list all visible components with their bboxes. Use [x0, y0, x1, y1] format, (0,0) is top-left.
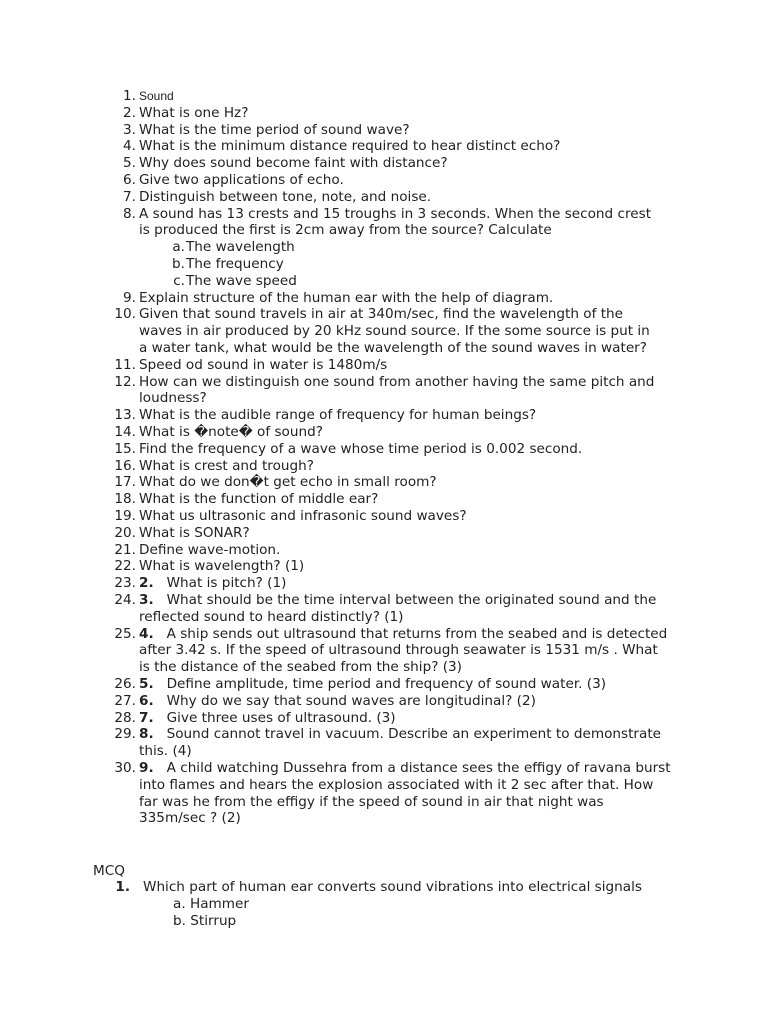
question-number: 25.	[114, 625, 136, 642]
question-text	[139, 642, 658, 659]
question-text	[139, 290, 553, 307]
question-text	[139, 626, 667, 643]
question-text-content: Speed od sound in water is 1480m/s	[139, 356, 388, 373]
question-number: 14.	[114, 424, 136, 440]
question-number: 1.	[123, 88, 136, 104]
question-text-content: What do we don�t get echo in small room?	[139, 474, 437, 491]
question-text-content: A sound has 13 crests and 15 troughs in 3 seconds. When the second crest	[139, 205, 652, 222]
question-number: 19.	[114, 508, 136, 524]
question-text-content: What us ultrasonic and infrasonic sound waves?	[139, 508, 467, 524]
inner-number: 4.	[139, 625, 154, 642]
question-text	[139, 172, 344, 189]
question-text	[139, 206, 651, 223]
question-text-content: a water tank, what would be the wavelength of the sound waves in water?	[139, 340, 647, 356]
question-text-content: What is the time period of sound wave?	[139, 121, 410, 138]
question-text-content: What should be the time interval between the originated sound and the	[166, 592, 657, 608]
question-text	[139, 189, 431, 206]
question-number: 18.	[114, 491, 136, 508]
question-text-content: A ship sends out ultrasound that returns from the seabed and is detected	[166, 625, 668, 642]
inner-number: 2.	[139, 575, 154, 592]
question-text-content: Why do we say that sound waves are longitudinal? (2)	[166, 692, 536, 709]
question-text-content: this. (4)	[139, 743, 192, 760]
question-text	[139, 155, 448, 172]
question-text	[139, 323, 650, 340]
question-text	[139, 508, 467, 525]
question-text-content: is produced the first is 2cm away from the source? Calculate	[139, 222, 552, 239]
inner-number: 5.	[139, 676, 154, 692]
sub-question-text: The wave speed	[186, 272, 297, 289]
question-text	[139, 374, 654, 391]
question-number: 16.	[114, 457, 136, 474]
inner-number: 9.	[139, 760, 154, 776]
question-text	[139, 407, 536, 424]
question-text	[139, 138, 560, 155]
question-text	[139, 659, 462, 676]
question-text	[139, 609, 403, 626]
mcq-option-a: a. Hammer	[173, 896, 249, 912]
question-text-content: What is one Hz?	[139, 104, 249, 121]
inner-number: 8.	[139, 726, 154, 743]
question-text	[139, 542, 280, 559]
question-text-content: What is the audible range of frequency for human beings?	[139, 407, 537, 424]
question-text-content: is the distance of the seabed from the ship? (3)	[139, 659, 462, 676]
question-text-content: Distinguish between tone, note, and noise.	[139, 188, 432, 205]
question-number: 22.	[114, 558, 136, 575]
question-text-content: after 3.42 s. If the speed of ultrasound through seawater is 1531 m/s . What	[139, 642, 658, 659]
question-text	[139, 592, 656, 609]
question-text-content: Give two applications of echo.	[139, 172, 344, 188]
sub-question-text: The frequency	[186, 256, 284, 272]
question-text	[139, 222, 552, 239]
question-text-content: What is wavelength? (1)	[139, 558, 305, 575]
question-text	[139, 474, 437, 491]
question-number: 3.	[123, 121, 136, 138]
question-text-content: Define wave-motion.	[139, 541, 281, 558]
question-number: 26.	[114, 676, 136, 692]
question-number: 30.	[114, 760, 136, 776]
question-text	[139, 575, 286, 592]
question-number: 24.	[114, 592, 136, 608]
question-text	[139, 525, 250, 542]
question-text-content: reflected sound to heard distinctly? (1)	[139, 608, 404, 625]
question-text	[139, 710, 396, 727]
mcq-heading: MCQ	[93, 863, 125, 879]
question-number: 27.	[114, 692, 136, 709]
question-text-content: waves in air produced by 20 kHz sound source. If the some source is put in	[139, 323, 650, 340]
mcq-option-b: b. Stirrup	[173, 913, 237, 929]
question-text	[139, 458, 314, 475]
question-number: 23.	[114, 575, 136, 592]
question-text	[139, 122, 410, 139]
inner-number: 7.	[139, 709, 154, 726]
question-number: 29.	[114, 726, 136, 743]
question-text-content: How can we distinguish one sound from another having the same pitch and	[139, 373, 655, 390]
question-text	[139, 424, 323, 441]
question-text-content: What is the function of middle ear?	[139, 491, 379, 508]
question-text-content: Give three uses of ultrasound. (3)	[166, 709, 396, 726]
question-number: 2.	[123, 104, 136, 121]
question-number: 28.	[114, 709, 136, 726]
sub-question-label: a.	[172, 239, 185, 256]
question-text-content: What is the minimum distance required to hear distinct echo?	[139, 138, 561, 155]
question-text-content: loudness?	[139, 390, 207, 407]
question-text	[139, 340, 647, 357]
sub-question-label: b.	[172, 256, 185, 272]
question-text	[139, 357, 387, 374]
question-text	[139, 558, 304, 575]
mcq-question-number: 1.	[115, 879, 130, 895]
question-text-content: 335m/sec ? (2)	[139, 810, 241, 827]
question-text	[139, 105, 248, 122]
question-text-content: What is crest and trough?	[139, 457, 314, 474]
question-text-content: Define amplitude, time period and frequency of sound water. (3)	[166, 676, 607, 692]
question-text	[139, 794, 604, 811]
question-text	[139, 306, 623, 323]
question-text	[139, 491, 378, 508]
sub-question-label: c.	[173, 272, 185, 289]
question-number: 5.	[123, 155, 136, 172]
question-text	[139, 726, 661, 743]
question-text-content: Sound	[139, 89, 174, 103]
question-text-content: Sound cannot travel in vacuum. Describe an experiment to demonstrate	[166, 726, 662, 743]
question-text-content: Find the frequency of a wave whose time period is 0.002 second.	[139, 440, 583, 457]
question-text-content: far was he from the effigy if the speed of sound in air that night was	[139, 793, 604, 810]
inner-number: 6.	[139, 692, 154, 709]
question-number: 6.	[123, 172, 136, 188]
question-number: 7.	[123, 188, 136, 205]
question-text-content: into flames and hears the explosion associated with it 2 sec after that. How	[139, 776, 654, 793]
question-number: 15.	[114, 440, 136, 457]
mcq-question-text: Which part of human ear converts sound vibrations into electrical signals	[143, 879, 642, 895]
question-text	[139, 760, 671, 777]
question-text-content: Explain structure of the human ear with the help of diagram.	[139, 289, 554, 306]
question-number: 13.	[114, 407, 136, 424]
question-text	[139, 743, 192, 760]
question-number: 10.	[114, 306, 136, 323]
question-text-content: What is �note� of sound?	[139, 424, 323, 440]
question-text	[139, 88, 174, 105]
question-text	[139, 777, 653, 794]
sub-question-text: The wavelength	[186, 239, 295, 256]
question-number: 9.	[123, 289, 136, 306]
question-text	[139, 390, 207, 407]
question-number: 8.	[123, 205, 136, 222]
question-text-content: Given that sound travels in air at 340m/sec, find the wavelength of the	[139, 306, 624, 323]
question-text	[139, 810, 241, 827]
question-number: 21.	[114, 541, 136, 558]
question-number: 17.	[114, 474, 136, 491]
inner-number: 3.	[139, 592, 154, 608]
question-number: 11.	[114, 356, 136, 373]
question-number: 20.	[114, 524, 136, 541]
question-text-content: What is pitch? (1)	[166, 575, 287, 592]
question-text	[139, 693, 536, 710]
question-text-content: Why does sound become faint with distance?	[139, 155, 448, 172]
question-text	[139, 441, 582, 458]
question-number: 4.	[123, 138, 136, 155]
question-text-content: A child watching Dussehra from a distance sees the effigy of ravana burst	[166, 760, 671, 776]
question-text-content: What is SONAR?	[139, 524, 250, 541]
question-number: 12.	[114, 373, 136, 390]
question-text	[139, 676, 606, 693]
